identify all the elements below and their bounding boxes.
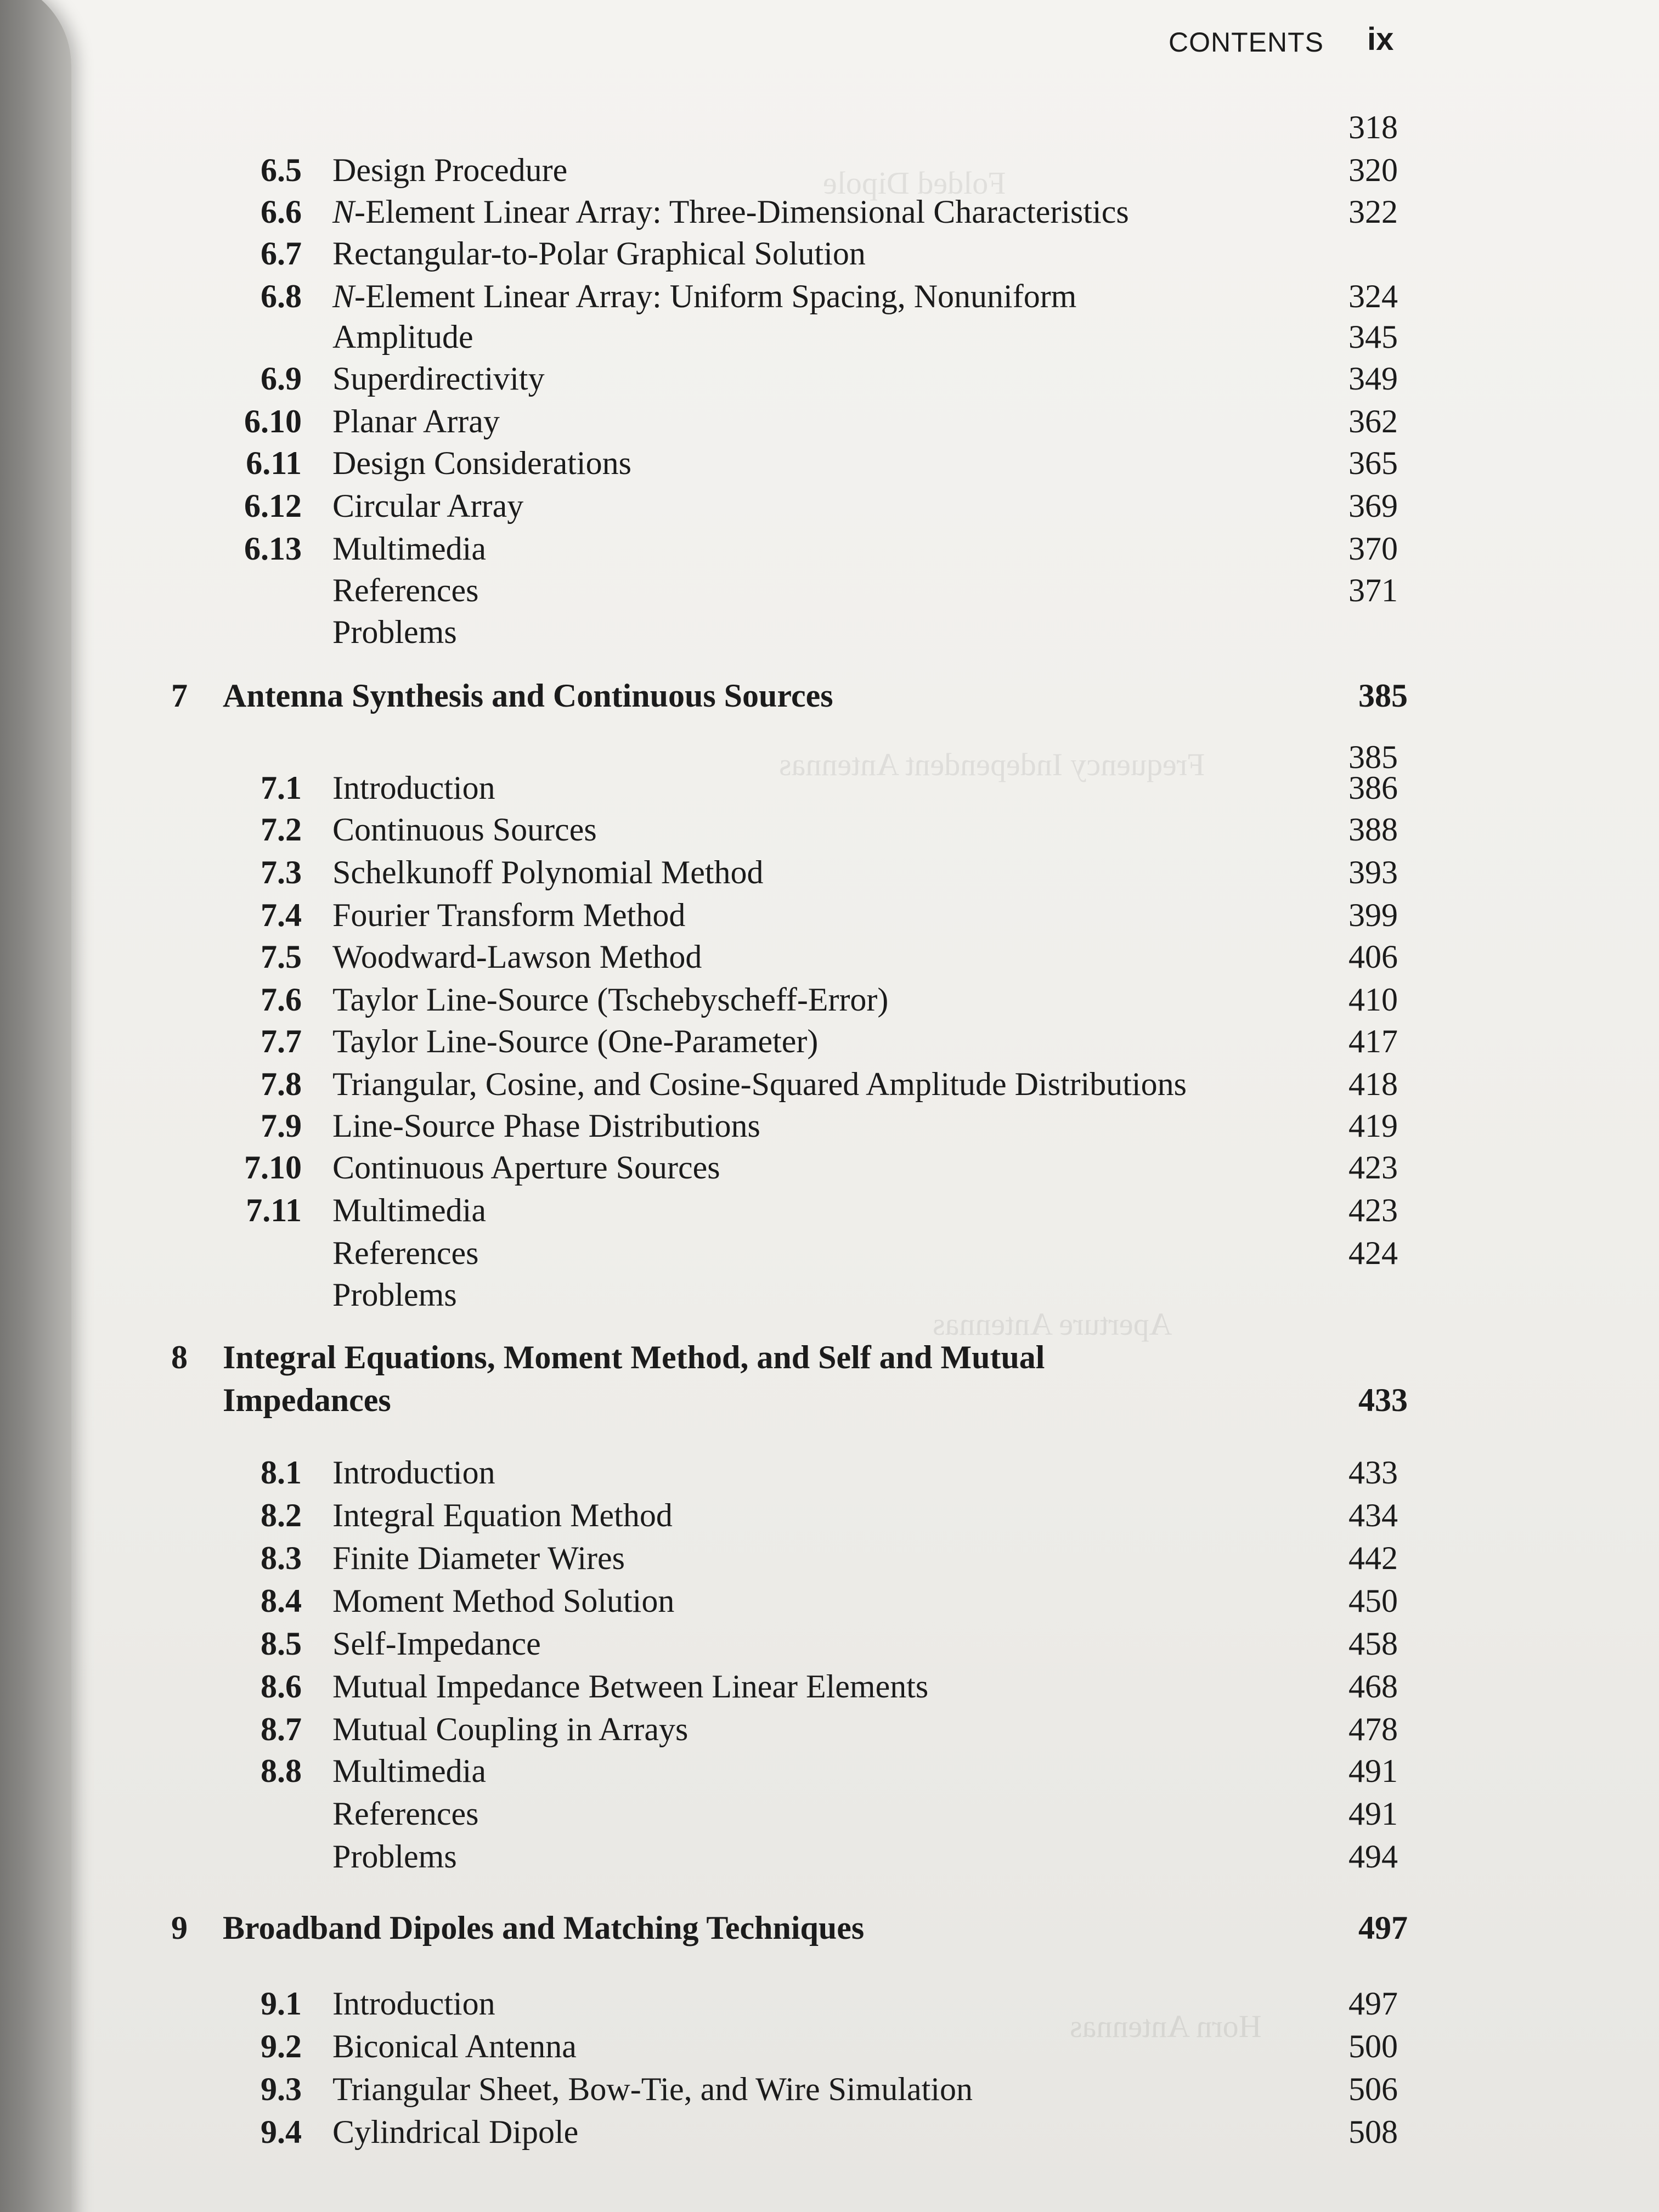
toc-page-number: 418 xyxy=(1348,1066,1398,1102)
toc-page-number: 497 xyxy=(1348,1985,1398,2022)
toc-section-number: 9.3 xyxy=(261,2071,302,2107)
show-through-text: Frequency Independent Antennas xyxy=(779,747,1205,782)
toc-row xyxy=(0,235,1659,276)
toc-row xyxy=(0,1234,1659,1276)
toc-page-number: 370 xyxy=(1348,531,1398,567)
toc-page-number: 417 xyxy=(1348,1023,1398,1059)
toc-chapter-title: Impedances xyxy=(223,1382,391,1418)
toc-chapter-number: 9 xyxy=(171,1910,188,1946)
toc-page-number: 423 xyxy=(1348,1149,1398,1186)
toc-section-number: 8.3 xyxy=(261,1540,302,1576)
toc-page-number: 345 xyxy=(1348,319,1398,355)
show-through-text: Aperture Antennas xyxy=(933,1306,1172,1342)
toc-section-title: Multimedia xyxy=(332,531,486,567)
toc-section-title: Planar Array xyxy=(332,403,500,439)
toc-section-number: 6.8 xyxy=(261,278,302,314)
toc-row xyxy=(0,1795,1659,1837)
toc-page-number: 362 xyxy=(1348,403,1398,439)
toc-section-number: 8.8 xyxy=(261,1753,302,1789)
toc-section-number: 6.11 xyxy=(246,445,302,481)
toc-section-title: Mutual Coupling in Arrays xyxy=(332,1711,689,1747)
toc-page-number: 506 xyxy=(1348,2071,1398,2107)
toc-section-number: 6.12 xyxy=(244,488,302,524)
toc-title-italic-prefix: N xyxy=(332,278,355,314)
toc-page-number: 434 xyxy=(1348,1497,1398,1533)
toc-row xyxy=(0,1985,1659,2027)
toc-chapter-row xyxy=(0,1909,1659,1951)
toc-section-title: Self-Impedance xyxy=(332,1626,541,1662)
toc-section-title: Schelkunoff Polynomial Method xyxy=(332,854,764,890)
toc-section-title: Introduction xyxy=(332,1985,495,2022)
toc-section-title: Finite Diameter Wires xyxy=(332,1540,625,1576)
toc-section-number: 7.11 xyxy=(246,1192,302,1228)
toc-chapter-number: 7 xyxy=(171,678,188,714)
toc-page-number: 322 xyxy=(1348,194,1398,230)
toc-section-number: 7.1 xyxy=(261,770,302,806)
toc-page-number: 320 xyxy=(1348,152,1398,188)
toc-section-title: Introduction xyxy=(332,1454,495,1491)
toc-row xyxy=(0,193,1659,235)
toc-page-number: 500 xyxy=(1348,2028,1398,2064)
toc-row xyxy=(0,1838,1659,1880)
toc-section-title: Continuous Sources xyxy=(332,811,597,848)
toc-page-number: 491 xyxy=(1348,1796,1398,1832)
toc-section-title: Design Procedure xyxy=(332,152,568,188)
toc-row xyxy=(0,487,1659,529)
toc-row xyxy=(0,2070,1659,2112)
toc-row xyxy=(0,1192,1659,1233)
toc-row xyxy=(0,1497,1659,1538)
toc-section-title xyxy=(332,278,1076,315)
toc-section-title: Woodward-Lawson Method xyxy=(332,939,702,975)
toc-row xyxy=(0,360,1659,402)
toc-row xyxy=(0,1582,1659,1624)
toc-page-number: 508 xyxy=(1348,2114,1398,2150)
toc-section-number: 8.2 xyxy=(261,1497,302,1533)
toc-section-number: 9.4 xyxy=(261,2114,302,2150)
toc-row xyxy=(0,151,1659,193)
toc-section-title: Problems xyxy=(332,614,457,650)
toc-page-number: 410 xyxy=(1348,981,1398,1018)
toc-chapter-row xyxy=(0,677,1659,719)
toc-chapter-title: Integral Equations, Moment Method, and Self and Mutual xyxy=(223,1339,1045,1375)
toc-row xyxy=(0,811,1659,853)
toc-row xyxy=(0,1065,1659,1107)
toc-section-title xyxy=(332,193,1129,231)
toc-section-title: Problems xyxy=(332,1277,457,1313)
toc-page-number: 369 xyxy=(1348,488,1398,524)
toc-page-number: 419 xyxy=(1348,1108,1398,1144)
toc-section-number: 8.7 xyxy=(261,1711,302,1747)
toc-page-number: 450 xyxy=(1348,1583,1398,1619)
toc-page-number: 478 xyxy=(1348,1711,1398,1747)
toc-section-title: Superdirectivity xyxy=(332,360,545,397)
running-head: CONTENTS xyxy=(1169,27,1324,58)
toc-row xyxy=(0,530,1659,572)
toc-chapter-title: Broadband Dipoles and Matching Techniques xyxy=(223,1910,865,1946)
toc-section-title: Problems xyxy=(332,1838,457,1875)
toc-section-number: 6.10 xyxy=(244,403,302,439)
toc-page-number: 406 xyxy=(1348,939,1398,975)
toc-section-number: 7.8 xyxy=(261,1066,302,1102)
toc-row xyxy=(0,2113,1659,2155)
toc-row xyxy=(0,1752,1659,1794)
toc-chapter-title: Antenna Synthesis and Continuous Sources xyxy=(223,678,833,714)
toc-page-number: 494 xyxy=(1348,1838,1398,1875)
toc-row xyxy=(0,1107,1659,1149)
toc-page-number: 324 xyxy=(1348,278,1398,314)
toc-chapter-row xyxy=(0,1339,1659,1380)
toc-chapter-number: 8 xyxy=(171,1339,188,1375)
toc-section-title: Taylor Line-Source (One-Parameter) xyxy=(332,1023,819,1059)
toc-section-number: 7.3 xyxy=(261,854,302,890)
toc-row xyxy=(0,1668,1659,1709)
toc-section-number: 7.2 xyxy=(261,811,302,848)
toc-row xyxy=(0,109,1659,150)
toc-section-number: 9.1 xyxy=(261,1985,302,2022)
toc-section-number: 6.9 xyxy=(261,360,302,397)
toc-row xyxy=(0,1625,1659,1667)
toc-page-number: 385 xyxy=(1348,739,1398,775)
toc-page-number: 371 xyxy=(1348,572,1398,608)
toc-section-title: References xyxy=(332,1796,479,1832)
toc-title-text: -Element Linear Array: Three-Dimensional Characteristics xyxy=(354,194,1129,230)
toc-section-number: 8.1 xyxy=(261,1454,302,1491)
toc-page-number: 388 xyxy=(1348,811,1398,848)
toc-row xyxy=(0,1276,1659,1318)
toc-page-number: 365 xyxy=(1348,445,1398,481)
toc-title-italic-prefix: N xyxy=(332,194,355,230)
toc-row xyxy=(0,613,1659,655)
toc-row xyxy=(0,444,1659,486)
toc-section-title: Taylor Line-Source (Tschebyscheff-Error) xyxy=(332,981,889,1018)
toc-row xyxy=(0,2028,1659,2069)
toc-section-title: Rectangular-to-Polar Graphical Solution xyxy=(332,235,866,272)
toc-section-title: Design Considerations xyxy=(332,445,631,481)
toc-section-title: Integral Equation Method xyxy=(332,1497,673,1533)
toc-section-title: Amplitude xyxy=(332,319,473,355)
toc-section-title: Cylindrical Dipole xyxy=(332,2114,579,2150)
toc-page-number: 423 xyxy=(1348,1192,1398,1228)
toc-section-number: 7.5 xyxy=(261,939,302,975)
toc-page-number: 458 xyxy=(1348,1626,1398,1662)
toc-page-number: 433 xyxy=(1348,1454,1398,1491)
toc-row xyxy=(0,1149,1659,1190)
toc-row xyxy=(0,769,1659,811)
toc-section-number: 6.7 xyxy=(261,235,302,272)
toc-page-number: 318 xyxy=(1348,109,1398,145)
toc-section-number: 8.6 xyxy=(261,1668,302,1705)
toc-row xyxy=(0,981,1659,1023)
toc-page-number: 386 xyxy=(1348,770,1398,806)
toc-section-title: Triangular, Cosine, and Cosine-Squared Amplitude Distributions xyxy=(332,1066,1187,1102)
toc-section-number: 7.6 xyxy=(261,981,302,1018)
toc-section-title: Circular Array xyxy=(332,488,524,524)
toc-section-title: References xyxy=(332,1235,479,1271)
toc-section-number: 7.4 xyxy=(261,897,302,933)
toc-section-title: Biconical Antenna xyxy=(332,2028,577,2064)
toc-row xyxy=(0,896,1659,938)
toc-page-number: 491 xyxy=(1348,1753,1398,1789)
toc-section-number: 7.10 xyxy=(244,1149,302,1186)
toc-row xyxy=(0,938,1659,980)
page-number-roman: ix xyxy=(1367,21,1394,57)
toc-page-number: 497 xyxy=(1358,1910,1408,1946)
toc-section-number: 7.9 xyxy=(261,1108,302,1144)
toc-title-text: -Element Linear Array: Uniform Spacing, Nonuniform xyxy=(354,278,1077,314)
toc-section-number: 6.6 xyxy=(261,194,302,230)
toc-row xyxy=(0,403,1659,444)
toc-page-number: 399 xyxy=(1348,897,1398,933)
toc-row xyxy=(0,1454,1659,1496)
toc-row xyxy=(0,1539,1659,1581)
toc-row xyxy=(0,1023,1659,1064)
toc-row xyxy=(0,318,1659,360)
show-through-text: Horn Antennas xyxy=(1070,2008,1262,2044)
toc-row xyxy=(0,278,1659,319)
toc-section-title: Continuous Aperture Sources xyxy=(332,1149,720,1186)
toc-section-title: Fourier Transform Method xyxy=(332,897,686,933)
toc-section-title: Multimedia xyxy=(332,1192,486,1228)
toc-section-title: Triangular Sheet, Bow-Tie, and Wire Simulation xyxy=(332,2071,973,2107)
toc-section-number: 8.4 xyxy=(261,1583,302,1619)
toc-row xyxy=(0,1711,1659,1752)
toc-section-title: References xyxy=(332,572,479,608)
toc-section-number: 7.7 xyxy=(261,1023,302,1059)
toc-row xyxy=(0,854,1659,895)
toc-section-title: Introduction xyxy=(332,770,495,806)
toc-page-number: 393 xyxy=(1348,854,1398,890)
toc-page-number: 349 xyxy=(1348,360,1398,397)
toc-page-number: 385 xyxy=(1358,678,1408,714)
toc-section-number: 6.13 xyxy=(244,531,302,567)
toc-section-title: Moment Method Solution xyxy=(332,1583,675,1619)
toc-section-number: 6.5 xyxy=(261,152,302,188)
show-through-text: Folded Dipole xyxy=(823,165,1006,201)
toc-section-title: Multimedia xyxy=(332,1753,486,1789)
toc-section-number: 9.2 xyxy=(261,2028,302,2064)
toc-page-number: 442 xyxy=(1348,1540,1398,1576)
toc-page-number: 468 xyxy=(1348,1668,1398,1705)
toc-page-number: 433 xyxy=(1358,1382,1408,1418)
toc-section-title: Line-Source Phase Distributions xyxy=(332,1108,760,1144)
toc-section-number: 8.5 xyxy=(261,1626,302,1662)
toc-section-title: Mutual Impedance Between Linear Elements xyxy=(332,1668,929,1705)
toc-page-number: 424 xyxy=(1348,1235,1398,1271)
toc-chapter-row xyxy=(0,1381,1659,1423)
toc-row xyxy=(0,572,1659,613)
